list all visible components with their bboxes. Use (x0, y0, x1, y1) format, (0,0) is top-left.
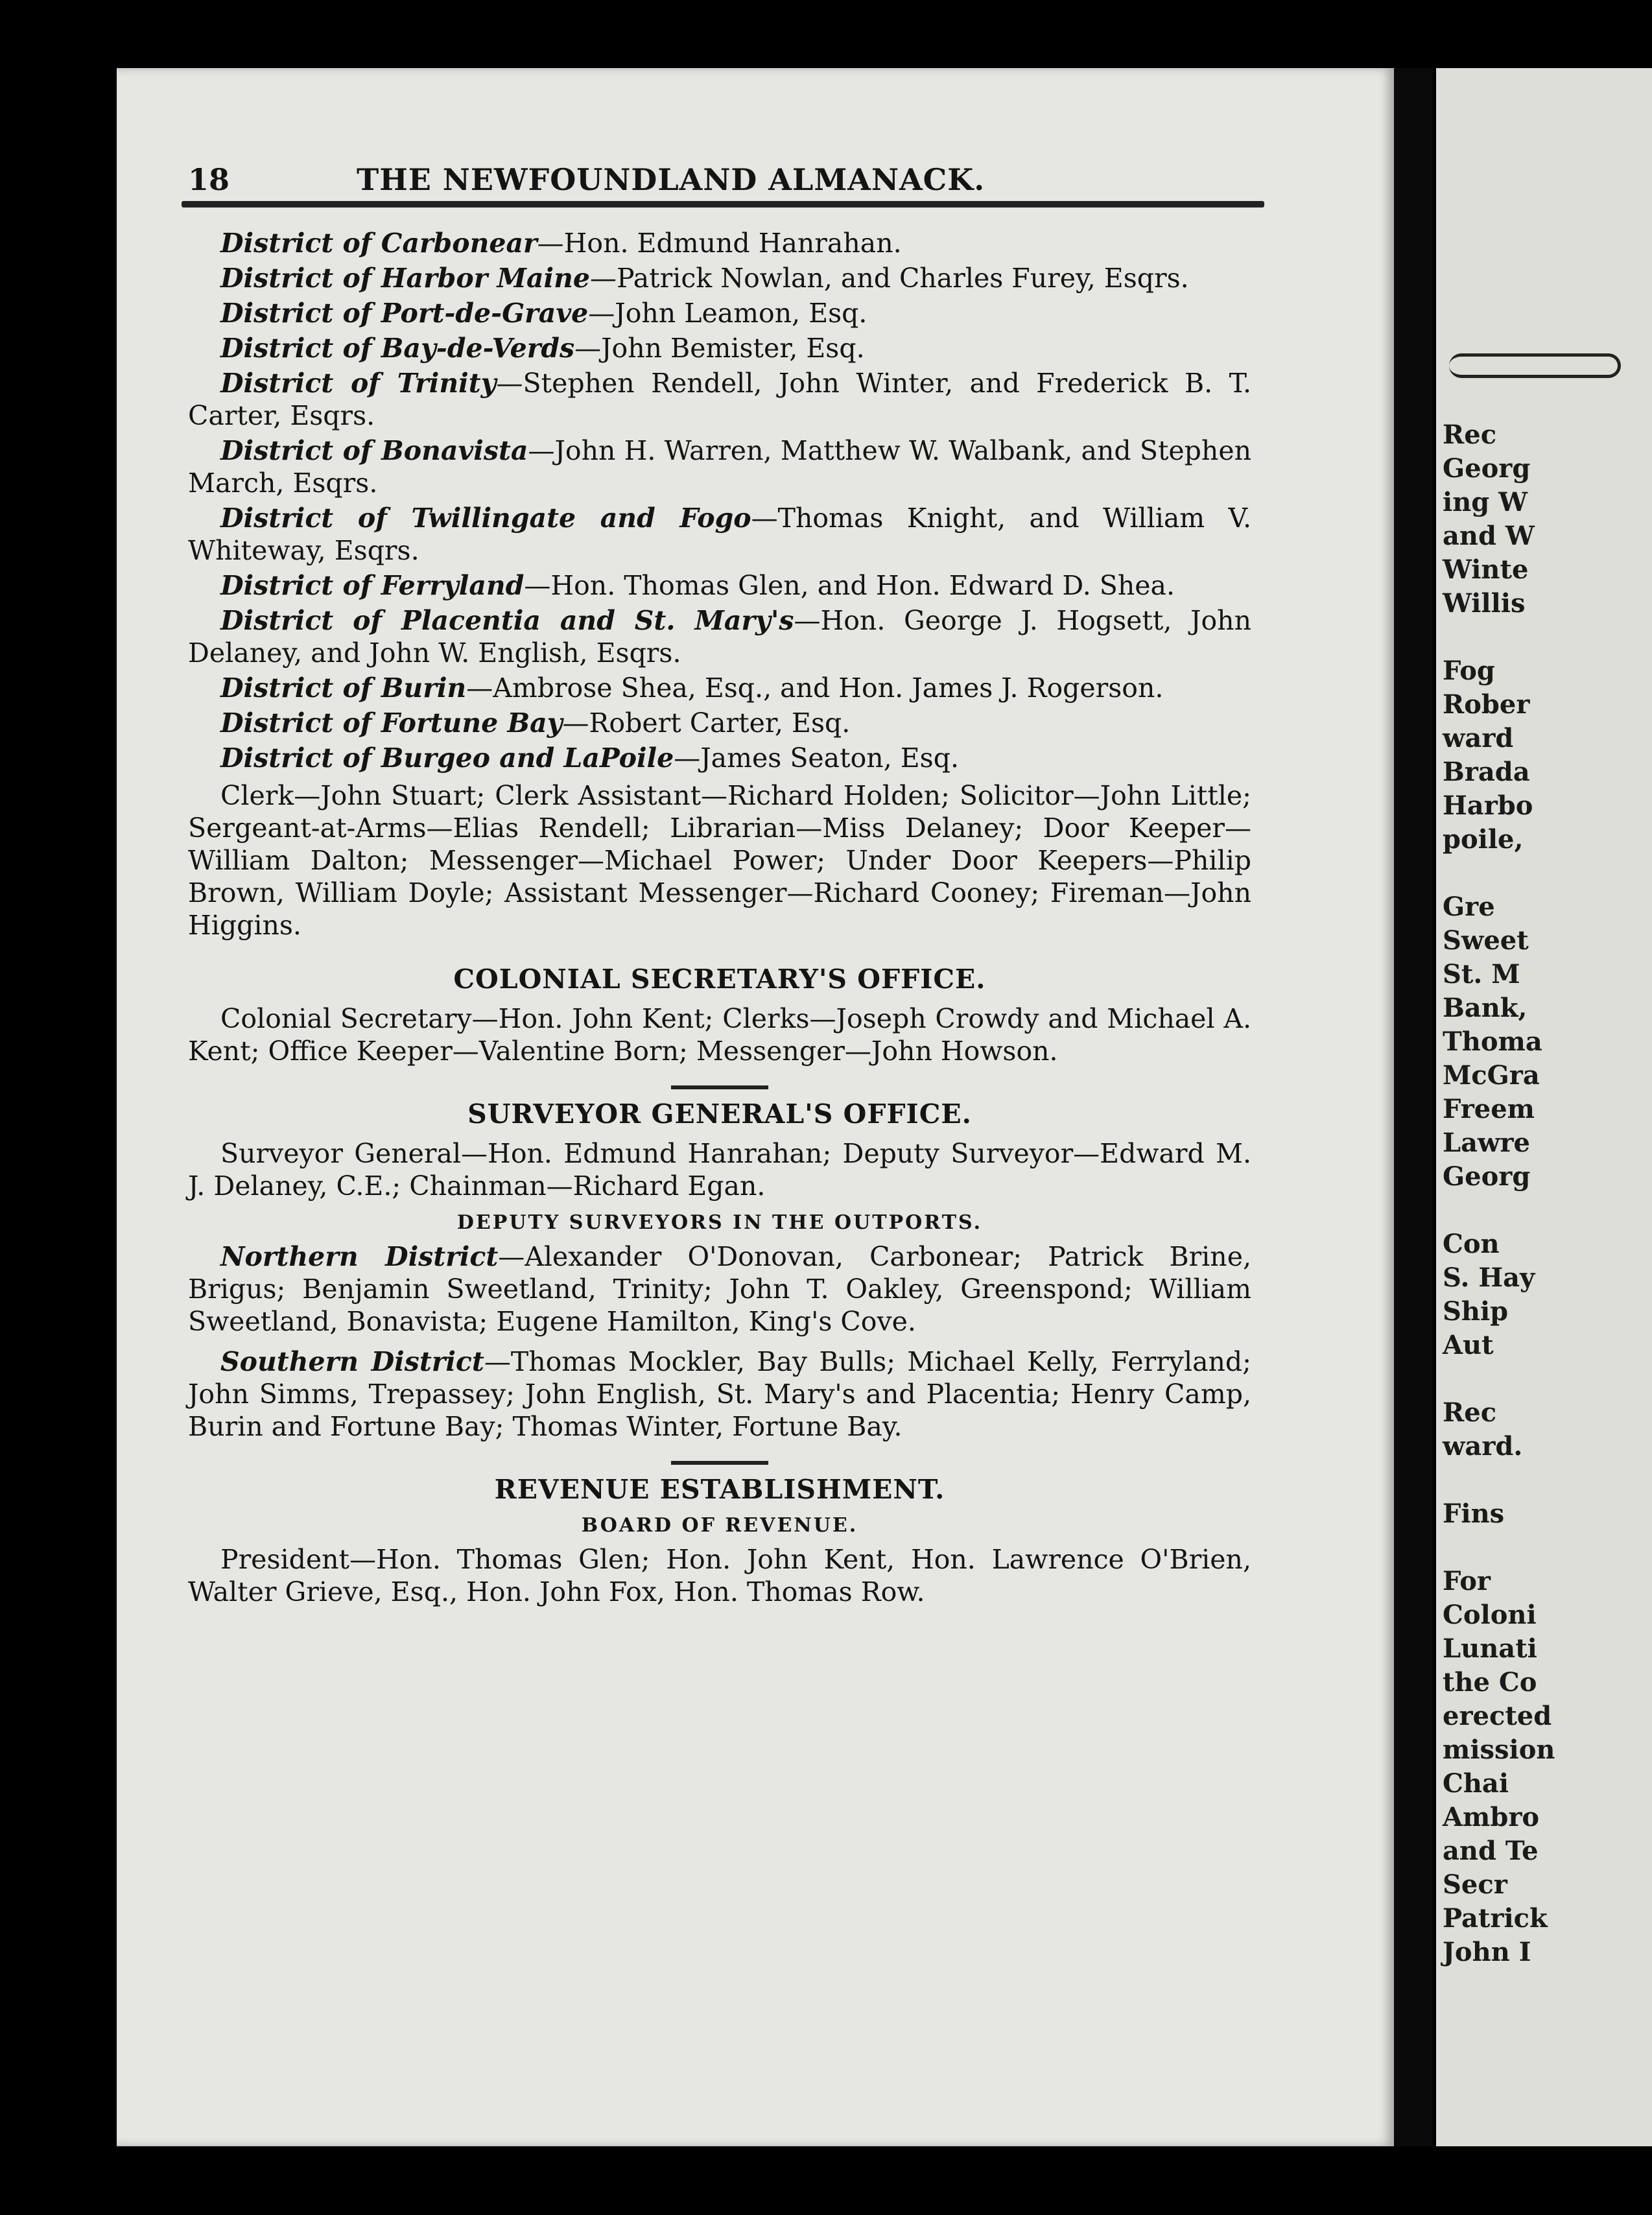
facing-page-fragment: Lunati (1443, 1633, 1537, 1664)
district-entry (188, 434, 1251, 499)
district-members: —Hon. George J. Hogsett, John Delaney, and John W. English, Esqrs. (188, 605, 1251, 669)
district-name: District of Bonavista (220, 435, 528, 466)
page-content (188, 162, 1251, 1611)
facing-page-fragment: Georg (1443, 1161, 1531, 1192)
facing-page-fragment: Thoma (1443, 1026, 1542, 1057)
section-rule (671, 1085, 768, 1089)
district-members: —Thomas Knight, and William V. Whiteway, Esqrs. (188, 503, 1251, 566)
facing-page-fragment: For (1443, 1566, 1491, 1596)
district-list (188, 227, 1251, 774)
district-name: District of Bay-de-Verds (220, 333, 575, 364)
district-members: —John H. Warren, Matthew W. Walbank, and Stephen March, Esqrs. (188, 435, 1252, 499)
district-name: District of Burin (220, 672, 467, 704)
colonial-secretary-title: COLONIAL SECRETARY'S OFFICE. (453, 964, 986, 995)
facing-page-fragment: ing W (1443, 487, 1528, 517)
page-header (188, 162, 1251, 227)
district-name: District of Twillingate and Fogo (220, 503, 751, 534)
house-officers: Clerk—John Stuart; Clerk Assistant—Richard Holden; Solicitor—John Little; Sergeant-at-Arms—Elias Rendell; Librarian—Miss Delaney; Door Keeper—William Dalton; Messenger—Michael Power; Under Door Keepers—Philip Brown, William Doyle; Assistant Messenger—Richard Cooney; Fireman—John Higgins. (188, 780, 1251, 941)
district-entry (188, 569, 1251, 602)
district-entry (188, 297, 1251, 329)
district-members: —James Seaton, Esq. (674, 742, 960, 774)
facing-page-fragment (1443, 857, 1555, 890)
district-members: —Patrick Nowlan, and Charles Furey, Esqrs. (589, 263, 1189, 294)
facing-page-fragment: Freem (1443, 1094, 1535, 1124)
district-name: District of Port-de-Grave (220, 298, 589, 329)
southern-district-entry (188, 1345, 1251, 1443)
district-entry (188, 604, 1251, 669)
district-entry (188, 707, 1251, 739)
facing-page-fragment: Winte (1443, 554, 1529, 585)
district-entry (188, 227, 1251, 259)
district-members: —John Leamon, Esq. (588, 298, 867, 329)
northern-district-label: Northern District (220, 1241, 499, 1272)
facing-page-fragment: ward (1443, 723, 1514, 753)
facing-page-fragment: John I (1443, 1937, 1531, 1967)
district-name: District of Trinity (220, 368, 497, 399)
facing-page-fragment: Rec (1443, 1397, 1497, 1428)
facing-page-edge (1436, 68, 1652, 2146)
board-of-revenue-subtitle: BOARD OF REVENUE. (581, 1514, 858, 1537)
facing-page-fragment: Sweet (1443, 925, 1529, 956)
district-members: —Hon. Thomas Glen, and Hon. Edward D. Shea. (524, 570, 1175, 601)
colonial-secretary-text: Colonial Secretary—Hon. John Kent; Clerks—Joseph Crowdy and Michael A. Kent; Office Keeper—Valentine Born; Messenger—John Howson. (188, 1003, 1251, 1067)
district-members: —Robert Carter, Esq. (562, 707, 851, 739)
district-members: —Ambrose Shea, Esq., and Hon. James J. Rogerson. (466, 672, 1164, 704)
running-head: THE NEWFOUNDLAND ALMANACK. (357, 162, 985, 197)
facing-page-fragment: Fog (1443, 656, 1495, 686)
facing-page-fragment: Con (1443, 1229, 1500, 1259)
facing-page-fragment: Brada (1443, 757, 1530, 787)
facing-page-fragment: poile, (1443, 824, 1524, 855)
district-name: District of Placentia and St. Mary's (220, 605, 794, 636)
facing-page-fragment: Bank, (1443, 993, 1528, 1023)
facing-page-fragment (1443, 1194, 1555, 1227)
facing-page-fragment: Rober (1443, 689, 1530, 720)
facing-page-fragment: and Te (1443, 1836, 1539, 1866)
facing-page-fragment: St. M (1443, 959, 1520, 989)
southern-district-text: —Thomas Mockler, Bay Bulls; Michael Kelly, Ferryland; John Simms, Trepassey; John English, St. Mary's and Placentia; Henry Camp, Burin and Fortune Bay; Thomas Winter, Fortune Bay. (188, 1346, 1251, 1442)
facing-page-fragment: Chai (1443, 1768, 1509, 1799)
facing-page-fragment: McGra (1443, 1060, 1540, 1091)
surveyor-general-text: Surveyor General—Hon. Edmund Hanrahan; Deputy Surveyor—Edward M. J. Delaney, C.E.; Chainman—Richard Egan. (188, 1138, 1251, 1202)
district-members: —Stephen Rendell, John Winter, and Frederick B. T. Carter, Esqrs. (188, 368, 1251, 431)
district-entry (188, 262, 1251, 294)
district-members: —Hon. Edmund Hanrahan. (537, 228, 902, 259)
facing-page-fragment: and W (1443, 521, 1535, 551)
facing-page-fragment: Ship (1443, 1296, 1509, 1327)
facing-page-fragment: Gre (1443, 892, 1495, 922)
facing-page-fragment: erected (1443, 1701, 1552, 1731)
revenue-title: REVENUE ESTABLISHMENT. (494, 1474, 945, 1505)
facing-page-fragment (1443, 621, 1555, 654)
district-entry (188, 742, 1251, 774)
page-number: 18 (188, 162, 230, 197)
facing-page-fragment: mission (1443, 1735, 1555, 1765)
facing-page-fragment: Lawre (1443, 1128, 1530, 1158)
district-entry (188, 367, 1251, 432)
facing-page-fragment: ward. (1443, 1431, 1523, 1462)
district-entry (188, 332, 1251, 364)
facing-page-text (1443, 418, 1555, 1969)
header-rule (182, 201, 1264, 207)
facing-page-fragment: Secr (1443, 1869, 1507, 1900)
deputy-surveyors-subtitle: DEPUTY SURVEYORS IN THE OUTPORTS. (456, 1211, 983, 1234)
district-entry (188, 672, 1251, 704)
facing-page-fragment: Coloni (1443, 1600, 1537, 1630)
facing-page-fragment: the Co (1443, 1667, 1537, 1698)
surveyor-general-title: SURVEYOR GENERAL'S OFFICE. (467, 1098, 972, 1130)
facing-page-fragment (1443, 1531, 1555, 1565)
northern-district-entry (188, 1240, 1251, 1338)
facing-page-fragment (1443, 1463, 1555, 1497)
facing-page-fragment: Fins (1443, 1498, 1505, 1529)
facing-page-fragment: Georg (1443, 453, 1531, 484)
facing-page-fragment: Harbo (1443, 790, 1533, 821)
district-name: District of Fortune Bay (220, 707, 563, 739)
ornament-icon (1449, 353, 1621, 378)
facing-page-fragment: Rec (1443, 420, 1497, 450)
district-name: District of Carbonear (220, 228, 537, 259)
facing-page-fragment: S. Hay (1443, 1262, 1535, 1293)
facing-page-fragment: Willis (1443, 588, 1526, 619)
northern-district-text: —Alexander O'Donovan, Carbonear; Patrick Brine, Brigus; Benjamin Sweetland, Trinity; John T. Oakley, Greenspond; William Sweetland, Bonavista; Eugene Hamilton, King's Cove. (188, 1241, 1251, 1337)
district-entry (188, 502, 1251, 567)
facing-page-fragment: Ambro (1443, 1802, 1540, 1832)
district-name: District of Ferryland (220, 570, 525, 601)
facing-page-fragment: Patrick (1443, 1903, 1548, 1934)
facing-page-fragment: Aut (1443, 1330, 1494, 1360)
facing-page-fragment (1443, 1362, 1555, 1396)
district-members: —John Bemister, Esq. (574, 333, 865, 364)
southern-district-label: Southern District (220, 1346, 484, 1377)
district-name: District of Burgeo and LaPoile (220, 742, 674, 774)
book-gutter (1394, 68, 1433, 2146)
district-name: District of Harbor Maine (220, 263, 590, 294)
section-rule (671, 1461, 768, 1465)
revenue-text: President—Hon. Thomas Glen; Hon. John Kent, Hon. Lawrence O'Brien, Walter Grieve, Esq., Hon. John Fox, Hon. Thomas Row. (188, 1544, 1251, 1607)
